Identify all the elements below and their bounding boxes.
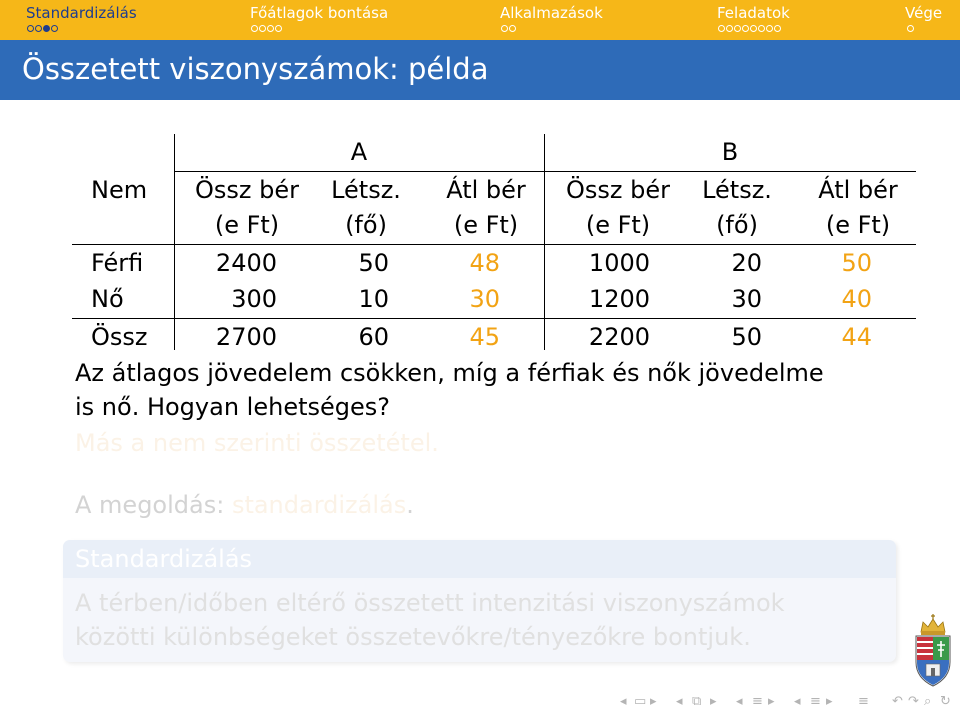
table-vertical-rule	[174, 134, 175, 242]
forward-icon[interactable]: ↷	[908, 694, 919, 709]
table-cell: 300	[231, 285, 277, 313]
definition-text-line-1: A térben/időben eltérő összetett intenzitási viszonyszámok	[75, 589, 785, 617]
observation-text-line-2: is nő. Hogyan lehetséges?	[75, 393, 390, 421]
column-header: Átl bér	[446, 176, 526, 204]
refresh-icon[interactable]: ↻	[940, 694, 951, 709]
table-cell-average: 48	[469, 249, 500, 277]
frame-title: Összetett viszonyszámok: példa	[22, 52, 489, 86]
wage-comparison-table	[72, 134, 916, 350]
table-vertical-rule	[544, 238, 545, 350]
nav-dot-current-frame[interactable]	[43, 25, 50, 32]
group-b-header: B	[721, 138, 739, 166]
table-cell: 2700	[215, 323, 277, 351]
column-header-unit: (e Ft)	[585, 211, 651, 239]
next-slide-icon[interactable]: ▸	[650, 694, 657, 709]
observation-text-line-1: Az átlagos jövedelem csökken, míg a férfiak és nők jövedelme	[75, 359, 824, 387]
column-header: Létsz.	[331, 176, 401, 204]
nav-dot-frame[interactable]	[718, 25, 725, 32]
nav-section-feladatok[interactable]: Feladatok	[717, 4, 790, 22]
table-cell: 2200	[588, 323, 650, 351]
solution-suffix: .	[406, 491, 414, 519]
next-frame-icon[interactable]: ▸	[710, 694, 717, 709]
column-header-unit: (e Ft)	[453, 211, 519, 239]
nav-dots-standardizalas	[27, 25, 58, 32]
table-cell: 50	[731, 323, 762, 351]
table-cell-average: 40	[841, 285, 872, 313]
nav-section-standardizalas[interactable]: Standardizálás	[26, 4, 137, 22]
nav-dot-frame[interactable]	[907, 25, 914, 32]
solution-prefix: A megoldás:	[75, 491, 232, 519]
table-cell-average: 44	[841, 323, 872, 351]
frame-title-bar	[0, 40, 960, 100]
group-a-header: A	[350, 138, 368, 166]
solution-text	[75, 490, 414, 520]
nav-dots-alkalmazasok	[501, 25, 516, 32]
table-cell: 50	[358, 249, 389, 277]
nav-section-alkalmazasok[interactable]: Alkalmazások	[500, 4, 603, 22]
previous-frame-icon[interactable]: ◂	[676, 694, 683, 709]
nav-dot-frame[interactable]	[267, 25, 274, 32]
beamer-navigation-symbols	[620, 692, 956, 712]
table-cell: 30	[731, 285, 762, 313]
table-header-bottom-rule	[72, 244, 916, 245]
column-header: Össz bér	[195, 176, 299, 204]
nav-dot-frame[interactable]	[726, 25, 733, 32]
definition-text-line-2: közötti különbségeket összetevőkre/tényezőkre bontjuk.	[75, 623, 751, 651]
slide-icon[interactable]: ▭	[634, 694, 647, 709]
frame-icon[interactable]: ⧉	[692, 694, 702, 709]
column-header: Össz bér	[566, 176, 670, 204]
nav-dot-frame[interactable]	[750, 25, 757, 32]
nav-dots-vege	[907, 25, 914, 32]
table-header-rule	[174, 171, 916, 172]
previous-subsection-icon[interactable]: ◂	[736, 694, 743, 709]
column-header: Átl bér	[818, 176, 898, 204]
back-icon[interactable]: ↶	[892, 694, 903, 709]
table-cell-average: 30	[469, 285, 500, 313]
nav-section-vege[interactable]: Vége	[905, 4, 943, 22]
nav-section-foatlagok-bontasa[interactable]: Főátlagok bontása	[250, 4, 389, 22]
nav-dot-frame[interactable]	[742, 25, 749, 32]
table-cell: 60	[358, 323, 389, 351]
table-vertical-rule	[544, 134, 545, 242]
nav-dot-frame[interactable]	[27, 25, 34, 32]
nav-dot-frame[interactable]	[734, 25, 741, 32]
table-cell: 1000	[588, 249, 650, 277]
section-icon[interactable]: ≡	[810, 694, 821, 709]
hidden-answer-text: Más a nem szerinti összetétel.	[75, 429, 439, 457]
nav-dot-frame[interactable]	[766, 25, 773, 32]
column-header-unit: (e Ft)	[825, 211, 891, 239]
nav-dot-frame[interactable]	[275, 25, 282, 32]
definition-block-header	[63, 540, 896, 578]
column-header: Létsz.	[702, 176, 772, 204]
row-label-ferfi: Férfi	[91, 249, 144, 277]
table-cell: 2400	[215, 249, 277, 277]
previous-section-icon[interactable]: ◂	[794, 694, 801, 709]
table-vertical-rule	[174, 238, 175, 350]
row-label-ossz: Össz	[91, 323, 148, 351]
table-cell-average: 50	[841, 249, 872, 277]
definition-block-title: Standardizálás	[75, 545, 253, 573]
section-navigation-bar	[0, 0, 960, 40]
nav-dot-frame[interactable]	[251, 25, 258, 32]
solution-highlight: standardizálás	[231, 491, 407, 519]
column-header-unit: (e Ft)	[214, 211, 280, 239]
subsection-icon[interactable]: ≡	[752, 694, 763, 709]
row-label-no: Nő	[91, 285, 124, 313]
nav-dot-frame[interactable]	[758, 25, 765, 32]
nav-dot-frame[interactable]	[501, 25, 508, 32]
definition-block	[63, 540, 896, 662]
column-header-unit: (fő)	[716, 211, 758, 239]
previous-slide-icon[interactable]: ◂	[620, 694, 627, 709]
table-total-rule	[72, 318, 916, 319]
table-cell: 10	[358, 285, 389, 313]
nav-dot-frame[interactable]	[35, 25, 42, 32]
nav-dots-foatlagok-bontasa	[251, 25, 282, 32]
next-subsection-icon[interactable]: ▸	[768, 694, 775, 709]
nav-dot-frame[interactable]	[509, 25, 516, 32]
search-icon[interactable]: ⌕	[924, 694, 932, 709]
table-cell-average: 45	[469, 323, 500, 351]
university-coat-of-arms-icon	[912, 612, 954, 690]
next-section-icon[interactable]: ▸	[826, 694, 833, 709]
nav-dot-frame[interactable]	[774, 25, 781, 32]
table-cell: 1200	[588, 285, 650, 313]
column-header-unit: (fő)	[345, 211, 387, 239]
nav-dot-frame[interactable]	[51, 25, 58, 32]
nav-dot-frame[interactable]	[259, 25, 266, 32]
table-cell: 20	[731, 249, 762, 277]
nav-dots-feladatok	[718, 25, 781, 32]
header-nem: Nem	[91, 176, 148, 204]
document-outline-icon[interactable]: ≡	[858, 694, 869, 709]
